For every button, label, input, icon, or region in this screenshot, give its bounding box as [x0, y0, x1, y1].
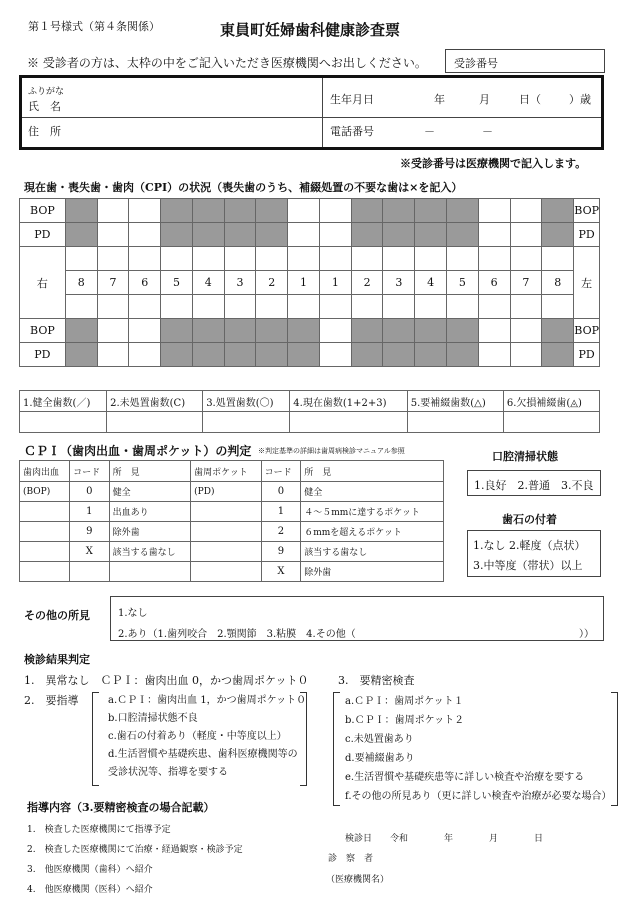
tooth-cell[interactable] — [319, 343, 351, 367]
calculus-options[interactable] — [467, 530, 601, 577]
tooth-cell — [161, 223, 193, 247]
cpi-cell: 2 — [261, 522, 301, 542]
cpi-cell: 該当する歯なし — [109, 542, 191, 562]
calculus-option-1: 1.なし 2.軽度（点状） — [473, 539, 586, 552]
oral-hygiene-title: 口腔清掃状態 — [492, 450, 558, 463]
tooth-cell — [192, 223, 224, 247]
form-number: 第１号様式（第４条関係） — [28, 20, 160, 33]
tooth-cell[interactable] — [478, 343, 510, 367]
guidance-list — [27, 820, 243, 900]
tooth-cell — [192, 319, 224, 343]
cpi-heading: ＣＰＩ（歯肉出血・歯周ポケット）の判定 — [24, 444, 252, 458]
tooth-cell[interactable] — [256, 295, 288, 319]
cpi-cell: (BOP) — [20, 482, 70, 502]
row-label: PD — [20, 223, 66, 247]
cpi-cell: 9 — [261, 542, 301, 562]
count-value[interactable] — [20, 412, 107, 433]
tooth-cell[interactable] — [510, 295, 542, 319]
tooth-cell[interactable] — [319, 295, 351, 319]
tooth-cell[interactable] — [224, 247, 256, 271]
guidance-item[interactable]: 2. 検査した医療機関にて治療・経過観察・検診予定 — [27, 845, 243, 855]
tooth-cell[interactable] — [542, 247, 574, 271]
precise-criterion[interactable]: c.未処置歯あり — [345, 734, 414, 745]
phone-separator: － — [424, 125, 435, 138]
tooth-cell[interactable] — [288, 199, 320, 223]
precise-criterion[interactable]: e.生活習慣や基礎疾患等に詳しい検査や治療を要する — [345, 772, 585, 783]
cpi-cell: 除外歯 — [301, 562, 444, 582]
tooth-cell[interactable] — [129, 343, 161, 367]
tooth-cell[interactable] — [129, 223, 161, 247]
exam-number-note: ※受診番号は医療機関で記入します。 — [400, 157, 587, 170]
tooth-cell — [192, 199, 224, 223]
other-findings-line1: 1.なし — [118, 608, 148, 619]
tooth-cell — [351, 319, 383, 343]
patient-info-box — [19, 75, 604, 150]
tooth-cell — [542, 319, 574, 343]
tooth-cell — [415, 199, 447, 223]
result-normal[interactable]: 1. 異常なし ＣＰＩ：歯肉出血 0，かつ歯周ポケット０ — [24, 674, 309, 687]
left-side-label: 左 — [574, 247, 600, 319]
tooth-number: 6 — [129, 271, 161, 295]
tooth-cell — [224, 343, 256, 367]
cpi-cell — [191, 542, 261, 562]
tooth-cell[interactable] — [478, 247, 510, 271]
tooth-cell — [383, 319, 415, 343]
name-field[interactable] — [82, 84, 312, 112]
phone-label: 電話番号 — [330, 125, 374, 138]
other-findings-box[interactable] — [110, 596, 604, 641]
count-value[interactable] — [503, 412, 599, 433]
result-precise[interactable]: 3. 要精密検査 — [338, 674, 415, 687]
tooth-cell — [65, 223, 97, 247]
count-label: 4.現在歯数(1+2+3) — [290, 391, 407, 412]
cpi-header: コード — [261, 461, 301, 482]
dob-age: ）歳 — [569, 93, 591, 106]
tooth-cell[interactable] — [478, 295, 510, 319]
cpi-cell — [191, 562, 261, 582]
row-label: BOP — [574, 319, 600, 343]
cpi-cell: (PD) — [191, 482, 261, 502]
tooth-cell — [288, 343, 320, 367]
cpi-cell: 1 — [261, 502, 301, 522]
right-side-label: 右 — [20, 247, 66, 319]
tooth-cell[interactable] — [97, 199, 129, 223]
tooth-cell[interactable] — [510, 247, 542, 271]
exam-number-label: 受診番号 — [454, 57, 498, 70]
tooth-cell[interactable] — [288, 223, 320, 247]
tooth-cell[interactable] — [383, 295, 415, 319]
tooth-cell — [192, 343, 224, 367]
cpi-cell — [191, 502, 261, 522]
cpi-cell: 9 — [70, 522, 110, 542]
tooth-cell[interactable] — [510, 199, 542, 223]
tooth-number: 7 — [510, 271, 542, 295]
cpi-cell — [191, 522, 261, 542]
tooth-cell[interactable] — [542, 295, 574, 319]
cpi-note: ※判定基準の詳細は歯周病検診マニュアル参照 — [258, 447, 405, 455]
exam-number-field[interactable] — [445, 49, 605, 73]
tooth-cell — [351, 343, 383, 367]
tooth-number: 8 — [542, 271, 574, 295]
count-value[interactable] — [107, 412, 203, 433]
cpi-cell — [20, 522, 70, 542]
tooth-cell — [447, 199, 479, 223]
cpi-cell: 0 — [261, 482, 301, 502]
tooth-cell[interactable] — [129, 199, 161, 223]
tooth-cell — [224, 199, 256, 223]
tooth-cell[interactable] — [161, 295, 193, 319]
tooth-cell — [224, 223, 256, 247]
tooth-cell[interactable] — [129, 319, 161, 343]
guidance-criteria-list — [108, 692, 306, 782]
count-label: 1.健全歯数(／) — [20, 391, 107, 412]
tooth-cell — [161, 199, 193, 223]
precise-criterion[interactable]: f.その他の所見あり（更に詳しい検査や治療が必要な場合） — [345, 791, 612, 802]
cpi-cell: 1 — [70, 502, 110, 522]
tooth-chart — [19, 198, 600, 367]
tooth-cell — [415, 223, 447, 247]
cpi-table — [19, 460, 444, 582]
cpi-cell: 健全 — [109, 482, 191, 502]
page-title: 東員町妊婦歯科健康診査票 — [220, 21, 401, 39]
tooth-cell[interactable] — [510, 319, 542, 343]
tooth-cell — [256, 199, 288, 223]
tooth-cell[interactable] — [383, 247, 415, 271]
tooth-cell — [65, 343, 97, 367]
tooth-number: 6 — [478, 271, 510, 295]
oral-hygiene-options[interactable]: 1.良好 2.普通 3.不良 — [467, 470, 601, 496]
tooth-cell[interactable] — [256, 247, 288, 271]
cpi-cell: 該当する歯なし — [301, 542, 444, 562]
cpi-header: 所 見 — [109, 461, 191, 482]
result-heading: 検診結果判定 — [24, 653, 90, 666]
guidance-criterion[interactable]: c.歯石の付着あり（軽度・中等度以上） — [108, 731, 287, 742]
tooth-cell[interactable] — [319, 199, 351, 223]
cpi-cell — [20, 542, 70, 562]
tooth-number: 5 — [161, 271, 193, 295]
tooth-count-table — [19, 390, 600, 433]
tooth-cell — [542, 199, 574, 223]
other-findings-line2: 2.あり（1.歯列咬合 2.顎関節 3.粘膜 4.その他（ — [118, 629, 356, 640]
cpi-cell — [109, 562, 191, 582]
tooth-cell[interactable] — [129, 295, 161, 319]
tooth-number: 1 — [288, 271, 320, 295]
guidance-criterion[interactable]: 受診状況等、指導を要する — [108, 767, 228, 778]
institution-label: （医療機関名） — [326, 875, 390, 885]
tooth-cell[interactable] — [97, 343, 129, 367]
cpi-cell: 健全 — [301, 482, 444, 502]
row-label: BOP — [20, 319, 66, 343]
guidance-item[interactable]: 1. 検査した医療機関にて指導予定 — [27, 825, 171, 835]
tooth-cell[interactable] — [319, 223, 351, 247]
tooth-cell — [351, 199, 383, 223]
furigana-label: ふりがな — [28, 87, 65, 97]
tooth-cell[interactable] — [319, 247, 351, 271]
tooth-cell — [383, 343, 415, 367]
count-value[interactable] — [407, 412, 503, 433]
dob-month: 月 — [479, 93, 490, 106]
tooth-number: 2 — [351, 271, 383, 295]
count-label: 5.要補綴歯数(△) — [407, 391, 503, 412]
tooth-cell[interactable] — [478, 199, 510, 223]
result-guidance[interactable]: 2. 要指導 — [24, 694, 79, 707]
cpi-header: 所 見 — [301, 461, 444, 482]
cpi-cell: ６mmを超えるポケット — [301, 522, 444, 542]
tooth-cell — [447, 343, 479, 367]
tooth-cell — [415, 319, 447, 343]
tooth-cell[interactable] — [129, 247, 161, 271]
row-label: PD — [574, 343, 600, 367]
tooth-cell[interactable] — [97, 295, 129, 319]
cpi-cell — [20, 502, 70, 522]
row-label: BOP — [20, 199, 66, 223]
tooth-cell[interactable] — [161, 247, 193, 271]
precise-criterion[interactable]: d.要補綴歯あり — [345, 753, 415, 764]
tooth-number: 3 — [224, 271, 256, 295]
other-findings-label: その他の所見 — [24, 609, 90, 622]
guidance-item[interactable]: 3. 他医療機関（歯科）へ紹介 — [27, 865, 153, 875]
tooth-cell[interactable] — [97, 319, 129, 343]
tooth-cell — [161, 319, 193, 343]
guidance-item[interactable]: 4. 他医療機関（医科）へ紹介 — [27, 885, 153, 895]
tooth-cell — [542, 343, 574, 367]
tooth-cell[interactable] — [415, 295, 447, 319]
tooth-cell[interactable] — [192, 247, 224, 271]
count-value[interactable] — [290, 412, 407, 433]
row-label: BOP — [574, 199, 600, 223]
name-label: 氏 名 — [28, 100, 61, 113]
tooth-cell[interactable] — [192, 295, 224, 319]
tooth-cell — [447, 223, 479, 247]
tooth-cell — [224, 319, 256, 343]
guidance-criterion[interactable]: d.生活習慣や基礎疾患、歯科医療機関等の — [108, 749, 298, 760]
teeth-heading: 現在歯・喪失歯・歯肉（CPI）の状況（喪失歯のうち、補綴処置の不要な歯は×を記入） — [24, 181, 463, 194]
tooth-cell — [65, 319, 97, 343]
count-label: 3.処置歯数(〇) — [203, 391, 290, 412]
tooth-cell[interactable] — [97, 247, 129, 271]
cpi-cell: 除外歯 — [109, 522, 191, 542]
calculus-title: 歯石の付着 — [502, 513, 557, 526]
tooth-cell — [256, 223, 288, 247]
tooth-cell[interactable] — [288, 295, 320, 319]
dob-label: 生年月日 — [330, 93, 374, 106]
tooth-cell[interactable] — [510, 223, 542, 247]
dob-day: 日（ — [519, 93, 541, 106]
calculus-option-2: 3.中等度（帯状）以上 — [473, 559, 583, 572]
tooth-number: 2 — [256, 271, 288, 295]
tooth-cell[interactable] — [319, 319, 351, 343]
tooth-cell[interactable] — [224, 295, 256, 319]
tooth-cell[interactable] — [288, 247, 320, 271]
tooth-cell — [256, 343, 288, 367]
tooth-cell — [447, 319, 479, 343]
tooth-cell — [161, 343, 193, 367]
tooth-cell[interactable] — [65, 295, 97, 319]
tooth-cell[interactable] — [478, 223, 510, 247]
tooth-cell[interactable] — [351, 295, 383, 319]
address-field[interactable] — [82, 120, 312, 146]
tooth-cell — [542, 223, 574, 247]
precise-criterion[interactable]: a.ＣＰＩ：歯周ポケット１ — [345, 696, 464, 707]
tooth-number: 3 — [383, 271, 415, 295]
tooth-cell — [256, 319, 288, 343]
tooth-cell[interactable] — [351, 247, 383, 271]
phone-separator: － — [482, 125, 493, 138]
cpi-cell: 出血あり — [109, 502, 191, 522]
tooth-cell[interactable] — [65, 247, 97, 271]
tooth-cell — [351, 223, 383, 247]
tooth-cell — [383, 199, 415, 223]
tooth-number: 8 — [65, 271, 97, 295]
tooth-number: 1 — [319, 271, 351, 295]
cpi-header: 歯肉出血 — [20, 461, 70, 482]
notice-text: ※ 受診者の方は、太枠の中をご記入いただき医療機関へお出しください。 — [27, 56, 427, 70]
cpi-cell — [70, 562, 110, 582]
cpi-header: コード — [70, 461, 110, 482]
tooth-cell — [288, 319, 320, 343]
tooth-cell[interactable] — [97, 223, 129, 247]
exam-date[interactable]: 検診日 令和 年 月 日 — [345, 834, 544, 844]
tooth-cell[interactable] — [478, 319, 510, 343]
tooth-cell[interactable] — [415, 247, 447, 271]
cpi-cell: X — [70, 542, 110, 562]
precise-criteria-list — [345, 692, 612, 806]
guidance-criterion[interactable]: b.口腔清掃状態不良 — [108, 713, 198, 724]
tooth-number: 4 — [415, 271, 447, 295]
address-label: 住 所 — [28, 125, 61, 138]
cpi-cell: X — [261, 562, 301, 582]
dob-year: 年 — [434, 93, 445, 106]
row-label: PD — [20, 343, 66, 367]
cpi-cell — [20, 562, 70, 582]
other-findings-close: ）） — [579, 629, 594, 640]
count-value[interactable] — [203, 412, 290, 433]
tooth-number: 7 — [97, 271, 129, 295]
examiner-label: 診 察 者 — [328, 854, 374, 864]
precise-criterion[interactable]: b.ＣＰＩ：歯周ポケット２ — [345, 715, 465, 726]
tooth-cell — [415, 343, 447, 367]
count-label: 2.未処置歯数(C) — [107, 391, 203, 412]
cpi-cell: 0 — [70, 482, 110, 502]
tooth-cell[interactable] — [447, 247, 479, 271]
count-label: 6.欠損補綴歯(◬) — [503, 391, 599, 412]
tooth-number: 4 — [192, 271, 224, 295]
tooth-cell[interactable] — [447, 295, 479, 319]
tooth-number: 5 — [447, 271, 479, 295]
row-label: PD — [574, 223, 600, 247]
cpi-header: 歯周ポケット — [191, 461, 261, 482]
cpi-cell: ４～５mmに達するポケット — [301, 502, 444, 522]
tooth-cell[interactable] — [510, 343, 542, 367]
guidance-heading: 指導内容（3.要精密検査の場合記載） — [27, 801, 215, 814]
tooth-cell — [65, 199, 97, 223]
guidance-criterion[interactable]: a.ＣＰＩ：歯肉出血 1，かつ歯周ポケット０ — [108, 695, 307, 706]
tooth-cell — [383, 223, 415, 247]
